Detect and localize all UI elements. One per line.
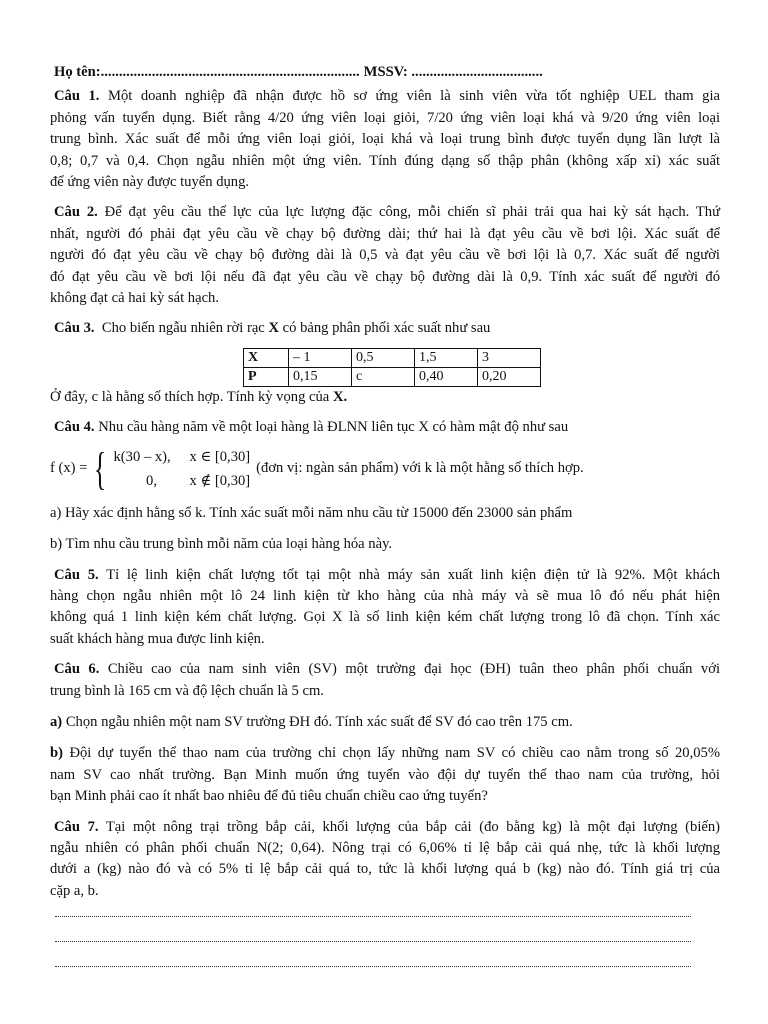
table-cell-x-label: X (244, 348, 289, 367)
question-7-line: ngẫu nhiên có phân phối chuẩn N(2; 0,64). Nông trại có 6,06% tỉ lệ bắp cải quá nhẹ, tức là khối lượng (50, 839, 720, 856)
question-6-part-b-line: Đội dự tuyển thể thao nam của trường chỉ chọn lấy những nam SV có chiều cao nằm trong số 20,05% (69, 745, 720, 762)
name-blank: ....................................................................... (100, 64, 360, 80)
question-6-label: Câu 6. (54, 661, 100, 678)
function-name: f (x) = (50, 459, 88, 476)
question-3-intro: Cho biến ngẫu nhiên rời rạc (101, 320, 265, 337)
case-2-expression: 0, (146, 472, 157, 489)
question-6-part-a: Chọn ngẫu nhiên một nam SV trường ĐH đó. Tính xác suất để SV đó cao trên 175 cm. (65, 713, 573, 730)
table-cell: 0,15 (289, 367, 352, 386)
question-7 (50, 817, 720, 903)
question-2-line: nhất, người đó phải đạt yêu cầu về chạy bộ đường dài; thứ hai là đạt yêu cầu về bơi lội. Xác suất để (50, 225, 720, 242)
question-2-line: Để đạt yêu cầu thể lực của lực lượng đặc công, mỗi chiến sĩ phải trải qua hai kỳ sát hạch. Thứ (104, 204, 721, 221)
mssv-label: MSSV: (363, 64, 408, 80)
question-5-label: Câu 5. (54, 566, 99, 583)
table-cell: 1,5 (415, 348, 478, 367)
name-label: Họ tên: (54, 64, 101, 80)
question-6 (50, 659, 720, 807)
probability-distribution-table (243, 348, 541, 387)
case-1-expression: k(30 – x), (113, 448, 171, 465)
question-2-line: đó đạt yêu cầu về bơi lội nếu đã đạt yêu cầu về chạy bộ đường dài là 0,9. Tính xác suất để người đó (50, 268, 720, 285)
question-6-part-a-label: a) (50, 713, 63, 730)
question-1-line: phỏng vấn tuyển dụng. Biết rằng 4/20 ứng viên loại giỏi, 7/20 ứng viên loại khá và 9/20 ứng viên loại (50, 109, 720, 126)
question-6-line: Chiều cao của nam sinh viên (SV) một trường đại học (ĐH) tuân theo phân phối chuẩn với (107, 661, 720, 678)
question-2 (50, 202, 720, 309)
question-4-part-a: a) Hãy xác định hằng số k. Tính xác suất mỗi năm nhu cầu từ 15000 đến 23000 sản phẩm (50, 504, 573, 521)
mssv-blank: .................................... (411, 64, 543, 80)
exam-page (50, 62, 720, 902)
question-1-label: Câu 1. (54, 88, 100, 105)
question-5-line: Tỉ lệ linh kiện chất lượng tốt tại một nhà máy sản xuất linh kiện điện tử là 92%. Một khách (106, 566, 721, 583)
brace-symbol: { (94, 442, 107, 494)
question-1 (50, 86, 720, 193)
question-3 (50, 318, 720, 408)
question-5-line: không quá 1 linh kiện kém chất lượng. Gọi X là số linh kiện kém chất lượng trong lô đã chọn. Tính xác (50, 609, 720, 626)
variable-x: X (268, 320, 279, 337)
question-2-line: người đó đạt yêu cầu về chạy bộ đường dài là 0,5 và đạt yêu cầu về bơi lội là 0,7. Xác suất để người (50, 247, 720, 264)
question-2-line: không đạt cả hai kỳ sát hạch. (50, 290, 219, 307)
question-2-label: Câu 2. (54, 204, 98, 221)
question-1-line: Một doanh nghiệp đã nhận được hồ sơ ứng viên là sinh viên vừa tốt nghiệp UEL tham gia (107, 88, 720, 105)
question-5 (50, 565, 720, 651)
question-6-part-b-label: b) (50, 745, 63, 762)
density-function (50, 442, 720, 494)
question-6-part-b-line: nam SV cao nhất trường. Bạn Minh muốn ứng tuyển vào đội dự tuyển thể thao nam của trường, hỏi (50, 766, 720, 783)
question-4-part-b: b) Tìm nhu cầu trung bình mỗi năm của loại hàng hóa này. (50, 536, 393, 553)
question-4-label: Câu 4. (54, 419, 95, 436)
function-note: (đơn vị: ngàn sản phẩm) với k là một hằng số thích hợp. (256, 459, 584, 476)
question-3-after: Ở đây, c là hằng số thích hợp. Tính kỳ vọng của (50, 388, 330, 405)
table-row-p (244, 367, 541, 386)
answer-line[interactable] (55, 940, 691, 942)
question-1-line: để ứng viên này được tuyển dụng. (50, 174, 250, 191)
table-cell: c (352, 367, 415, 386)
student-info-header (54, 62, 720, 83)
case-1-condition: x ∈ [0,30] (189, 448, 251, 465)
question-6-part-b-line: bạn Minh phải cao ít nhất bao nhiêu để đủ tiêu chuẩn chiều cao ứng tuyển? (50, 788, 488, 805)
question-5-line: suất khách hàng mua được linh kiện. (50, 630, 265, 647)
table-row-x (244, 348, 541, 367)
answer-line[interactable] (55, 915, 691, 917)
question-1-line: trung bình. Xác suất để mỗi ứng viên loại giỏi, loại khá và loại trung bình được tuyển dụng lần lượt là (50, 131, 720, 148)
table-cell: 0,5 (352, 348, 415, 367)
table-cell-p-label: P (244, 367, 289, 386)
table-cell: – 1 (289, 348, 352, 367)
question-7-line: cặp a, b. (50, 882, 99, 899)
question-7-label: Câu 7. (54, 818, 99, 835)
table-cell: 3 (478, 348, 541, 367)
table-cell: 0,20 (478, 367, 541, 386)
question-7-line: Tại một nông trại trồng bắp cải, khối lượng của bắp cải (đo bằng kg) là một đại lượng (biến) (105, 818, 721, 835)
piecewise-cases (114, 445, 251, 493)
question-1-line: 0,8; 0,7 và 0,4. Chọn ngẫu nhiên một ứng viên. Tính đúng dạng số thập phân (không xấp xỉ) xác suất (50, 152, 720, 169)
answer-line[interactable] (55, 965, 691, 967)
question-4-intro: Nhu cầu hàng năm về một loại hàng là ĐLNN liên tục X có hàm mật độ như sau (98, 419, 569, 436)
table-cell: 0,40 (415, 367, 478, 386)
case-2-condition: x ∉ [0,30] (189, 472, 251, 489)
question-5-line: hàng chọn ngẫu nhiên một lô 24 linh kiện từ kho hàng của nhà máy và sẽ mua lô đó nếu phát hiện (50, 587, 720, 604)
question-4 (50, 417, 720, 555)
question-3-label: Câu 3. (54, 320, 95, 337)
question-7-line: dưới a (kg) nào đó và có 5% tỉ lệ bắp cải quá to, tức là khối lượng quá b (kg) nào đó. Tính giá trị của (50, 861, 720, 878)
question-6-line: trung bình là 165 cm và độ lệch chuẩn là 5 cm. (50, 682, 324, 699)
question-3-intro-end: có bảng phân phối xác suất như sau (282, 320, 491, 337)
variable-x-end: X. (332, 388, 348, 405)
